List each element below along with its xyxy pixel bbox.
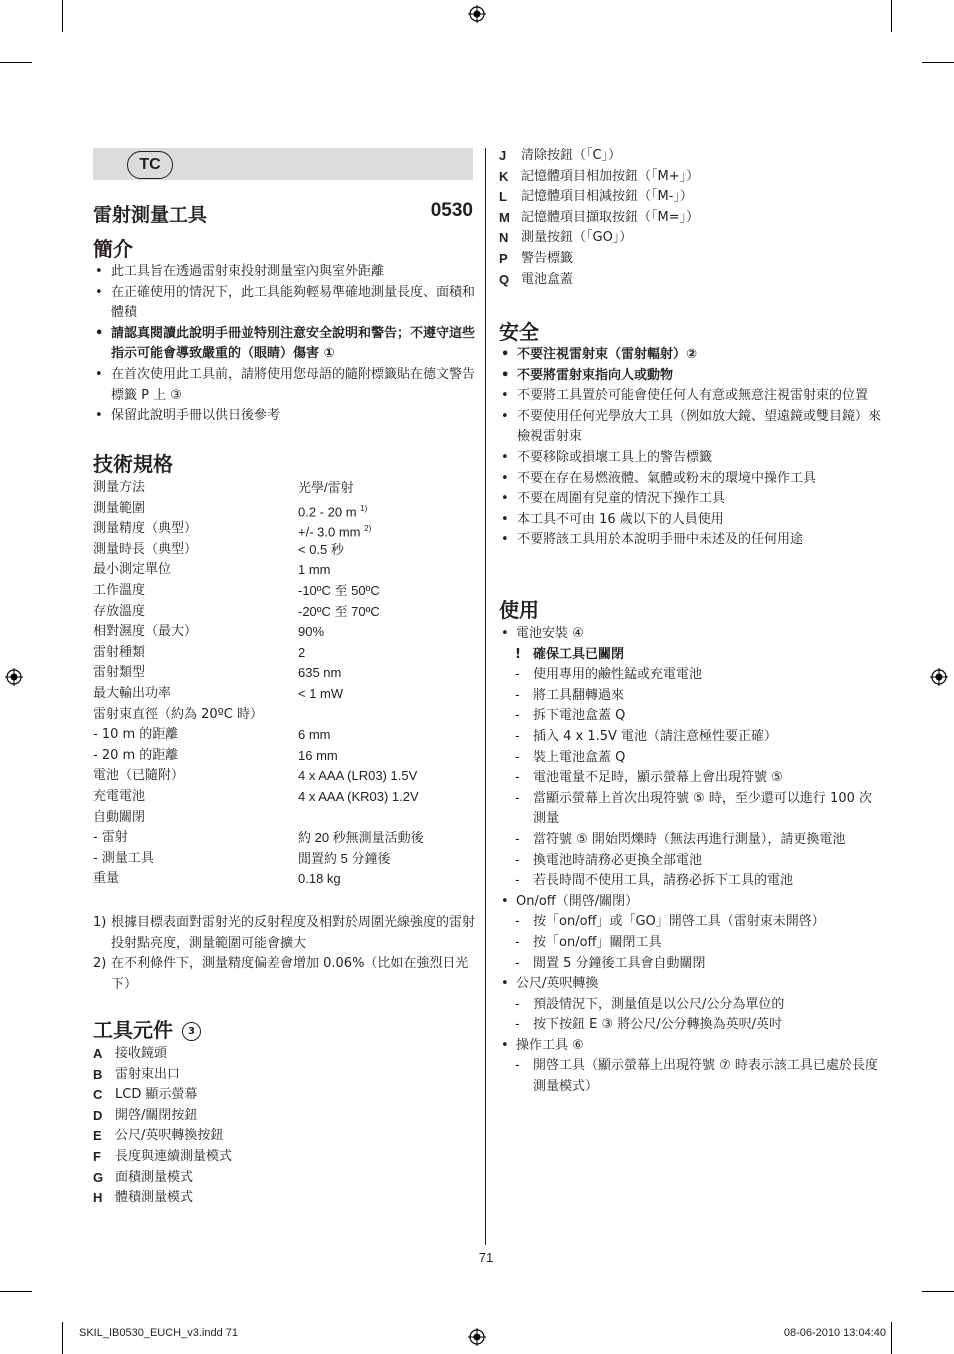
list-marker: - — [515, 770, 520, 786]
list-marker: - — [515, 1017, 520, 1033]
registration-mark-icon — [468, 5, 486, 23]
list-marker: - — [515, 749, 520, 765]
part-item — [93, 1147, 473, 1168]
crop-mark — [0, 1291, 32, 1292]
list-text: On/off（開啓/關閉） — [516, 893, 639, 909]
list-marker: - — [515, 996, 520, 1012]
list-item — [499, 727, 881, 748]
list-text: 使用專用的鹼性錳或充電電池 — [533, 667, 703, 683]
list-text: 按下按鈕 E ③ 將公尺/公分轉換為英呎/英吋 — [533, 1017, 783, 1033]
specs-heading: 技術規格 — [93, 452, 173, 476]
part-letter: C — [93, 1087, 103, 1103]
list-item — [499, 830, 881, 851]
list-text: 若長時間不使用工具，請務必拆下工具的電池 — [533, 873, 794, 889]
spec-value-text: 6 mm — [298, 727, 331, 743]
part-item — [499, 270, 881, 291]
spec-value-text: < 0.5 秒 — [298, 541, 344, 557]
list-item — [499, 686, 881, 707]
spec-value-text: 4 x AAA (LR03) 1.5V — [298, 768, 418, 784]
model-number: 0530 — [430, 200, 473, 221]
figure-ref: 3 — [182, 1022, 201, 1041]
spec-value — [298, 849, 390, 870]
spec-row — [93, 746, 473, 767]
part-label: 長度與連續測量模式 — [115, 1148, 233, 1164]
list-marker: - — [515, 914, 520, 930]
spec-row — [93, 828, 473, 849]
list-marker: - — [515, 667, 520, 683]
spec-value-text: 0.18 kg — [298, 871, 341, 887]
list-item: • 不要使用任何光學放大工具（例如放大鏡、望遠鏡或雙目鏡）來檢視雷射束 — [499, 407, 881, 448]
part-label: 記憶體項目擷取按鈕（「M=」） — [521, 209, 700, 225]
crop-mark — [62, 1322, 63, 1354]
spec-row — [93, 540, 473, 561]
part-label: 公尺/英呎轉換按鈕 — [115, 1128, 224, 1144]
crop-mark — [922, 1291, 954, 1292]
spec-label: 重量 — [93, 871, 120, 887]
list-text: 閒置 5 分鐘後工具會自動關閉 — [533, 955, 706, 971]
title-text: 雷射測量工具 — [93, 204, 208, 226]
list-text: 電池安裝 ④ — [516, 626, 584, 641]
spec-value-text: 0.2 - 20 m — [298, 503, 357, 519]
crop-mark — [891, 1322, 892, 1354]
list-item — [499, 1015, 881, 1036]
spec-label: - 10 m 的距離 — [93, 727, 179, 743]
intro-heading: 簡介 — [93, 237, 133, 261]
list-text: 確保工具已關閉 — [533, 646, 625, 662]
list-text: 按「on/off」關閉工具 — [533, 934, 662, 950]
list-text: 拆下電池盒蓋 Q — [533, 708, 626, 724]
list-marker: - — [515, 1058, 520, 1074]
page-number: 71 — [478, 1250, 494, 1265]
part-label: LCD 顯示螢幕 — [115, 1087, 198, 1103]
registration-mark-icon — [930, 668, 948, 686]
spec-row — [93, 849, 473, 870]
list-item — [499, 851, 881, 872]
language-badge: TC — [127, 151, 173, 179]
list-item — [499, 933, 881, 954]
spec-label: 工作溫度 — [93, 582, 146, 598]
spec-row — [93, 766, 473, 787]
list-marker: - — [515, 790, 520, 806]
spec-value-text: 閒置約 5 分鐘後 — [298, 850, 391, 866]
footnote-ref: 2) — [364, 524, 372, 534]
registration-mark-icon — [468, 1328, 486, 1346]
spec-value — [298, 540, 344, 561]
list-text: 公尺/英呎轉換 — [516, 976, 599, 992]
spec-row — [93, 705, 473, 726]
list-item — [499, 1036, 881, 1057]
list-marker: - — [515, 831, 520, 847]
part-letter: G — [93, 1169, 104, 1185]
crop-mark — [891, 0, 892, 32]
list-item — [499, 974, 881, 995]
list-item: • 不要在存在易燃液體、氣體或粉末的環境中操作工具 — [499, 469, 881, 490]
spec-row — [93, 869, 473, 890]
part-item — [93, 1168, 473, 1189]
spec-row — [93, 519, 473, 540]
part-label: 記憶體項目相減按鈕（「M-」） — [521, 189, 693, 205]
part-letter: E — [93, 1128, 102, 1144]
list-text: 電池電量不足時，顯示螢幕上會出現符號 ⑤ — [533, 770, 783, 786]
list-text: 按「on/off」或「GO」開啓工具（雷射束未開啓） — [533, 914, 825, 930]
list-text: 裝上電池盒蓋 Q — [533, 749, 626, 765]
list-marker: - — [515, 728, 520, 744]
safety-list — [499, 345, 881, 551]
part-label: 開啓/關閉按鈕 — [115, 1107, 198, 1123]
spec-label: 最小測定單位 — [93, 562, 172, 578]
list-item — [499, 912, 881, 933]
part-label: 測量按鈕（「GO」） — [521, 230, 633, 246]
spec-row — [93, 663, 473, 684]
spec-row — [93, 787, 473, 808]
list-item — [499, 645, 881, 666]
footnote: 2) 在不利條件下，測量精度偏差會增加 0.06%（比如在強烈日光下） — [93, 956, 469, 992]
list-item: • 請認真閱讀此說明手冊並特別注意安全說明和警告；不遵守這些指示可能會導致嚴重的（眼睛）傷害 ① — [93, 324, 475, 365]
spec-value — [298, 478, 354, 499]
footer-timestamp: 08-06-2010 13:04:40 — [783, 1327, 886, 1339]
spec-value-text: < 1 mW — [298, 685, 344, 701]
part-label: 電池盒蓋 — [521, 271, 574, 287]
spec-row — [93, 478, 473, 499]
list-marker: - — [515, 873, 520, 889]
part-label: 記憶體項目相加按鈕（「M+」） — [521, 168, 700, 184]
parts-list — [93, 1044, 473, 1209]
part-label: 警告標籤 — [521, 250, 574, 266]
part-item — [499, 146, 881, 167]
footnotes — [93, 913, 475, 995]
list-item — [499, 624, 881, 645]
spec-row — [93, 808, 473, 829]
part-item — [93, 1188, 473, 1209]
list-item — [499, 871, 881, 892]
part-letter: D — [93, 1107, 103, 1123]
list-text: 當顯示螢幕上首次出現符號 ⑤ 時，至少還可以進行 100 次測量 — [533, 790, 872, 827]
footnote-ref: 1) — [360, 503, 368, 513]
list-item: • 此工具旨在透過雷射束投射測量室內與室外距離 — [93, 262, 475, 283]
crop-mark — [62, 0, 63, 32]
spec-value-text: 1 mm — [298, 562, 331, 578]
part-item — [499, 187, 881, 208]
list-item: • 不要注視雷射束（雷射輻射）② — [499, 345, 881, 366]
part-letter: H — [93, 1190, 103, 1206]
spec-value-text: 635 nm — [298, 665, 342, 681]
spec-label: 相對濕度（最大） — [93, 624, 198, 640]
crop-mark — [922, 62, 954, 63]
safety-heading: 安全 — [499, 320, 539, 344]
intro-list — [93, 262, 475, 427]
spec-value — [298, 725, 331, 746]
spec-value — [298, 622, 324, 643]
spec-value — [298, 602, 380, 623]
part-letter: M — [499, 209, 510, 225]
part-letter: L — [499, 189, 507, 205]
spec-label: 測量範圍 — [93, 500, 146, 516]
list-item: • 不要將該工具用於本說明手冊中未述及的任何用途 — [499, 530, 881, 551]
spec-value — [298, 828, 424, 849]
spec-value-text: +/- 3.0 mm — [298, 524, 361, 540]
list-marker: ! — [515, 646, 521, 662]
use-list — [499, 624, 881, 1098]
spec-label: 雷射類型 — [93, 665, 146, 681]
list-item: • 不要在周圍有兒童的情況下操作工具 — [499, 489, 881, 510]
list-item: • 在正確使用的情況下，此工具能夠輕易準確地測量長度、面積和體積 — [93, 283, 475, 324]
spec-value — [298, 766, 417, 787]
spec-value-text: 約 20 秒無測量活動後 — [298, 830, 424, 846]
part-letter: F — [93, 1148, 101, 1164]
spec-label: 測量方法 — [93, 480, 146, 495]
part-item — [499, 249, 881, 270]
part-letter: Q — [499, 271, 510, 287]
list-text: 換電池時請務必更換全部電池 — [533, 852, 703, 868]
part-item — [93, 1126, 473, 1147]
part-label: 雷射束出口 — [115, 1066, 181, 1082]
list-item — [499, 768, 881, 789]
part-item — [93, 1044, 473, 1065]
spec-value — [298, 684, 343, 705]
product-title — [93, 200, 473, 227]
spec-value-text: 2 — [298, 644, 306, 660]
part-item — [499, 167, 881, 188]
list-marker: - — [515, 852, 520, 868]
spec-value-text: -20ºC 至 70ºC — [298, 603, 380, 619]
list-text: 將工具翻轉過來 — [533, 687, 625, 703]
list-item — [499, 789, 881, 830]
list-text: 開啓工具（顯示螢幕上出現符號 ⑦ 時表示該工具已處於長度測量模式） — [533, 1058, 878, 1095]
spec-value-text: 90% — [298, 624, 325, 640]
spec-label: 自動關閉 — [93, 809, 146, 825]
footer-file-info: SKIL_IB0530_EUCH_v3.indd 71 — [79, 1327, 238, 1339]
list-item — [499, 954, 881, 975]
part-letter: B — [93, 1066, 103, 1082]
spec-value-text: 4 x AAA (KR03) 1.2V — [298, 788, 419, 804]
part-letter: J — [499, 148, 507, 163]
spec-label: 雷射束直徑（約為 20ºC 時） — [93, 706, 264, 722]
part-label: 體積測量模式 — [115, 1190, 194, 1206]
list-item: • 本工具不可由 16 歲以下的人員使用 — [499, 510, 881, 531]
list-text: 操作工具 ⑥ — [516, 1037, 584, 1053]
spec-value-text: 16 mm — [298, 747, 338, 763]
spec-label: 測量精度（典型） — [93, 521, 198, 537]
list-item — [499, 1056, 881, 1097]
list-text: 插入 4 x 1.5V 電池（請注意極性要正確） — [533, 728, 778, 744]
registration-mark-icon — [5, 668, 23, 686]
list-item: • 不要將工具置於可能會使任何人有意或無意注視雷射束的位置 — [499, 386, 881, 407]
spec-value — [298, 746, 338, 767]
list-item — [499, 748, 881, 769]
list-marker: - — [515, 955, 520, 971]
spec-row — [93, 622, 473, 643]
parts-heading: 工具元件 3 — [93, 1014, 203, 1043]
part-item — [93, 1085, 473, 1106]
spec-label: 測量時長（典型） — [93, 541, 198, 557]
list-item: • 在首次使用此工具前，請將使用您母語的隨附標籤貼在德文警告標籤 P 上 ③ — [93, 365, 475, 406]
list-item: • 不要移除或損壞工具上的警告標籤 — [499, 448, 881, 469]
part-item — [499, 228, 881, 249]
list-item — [499, 706, 881, 727]
spec-row — [93, 602, 473, 623]
crop-mark — [0, 62, 32, 63]
part-item — [93, 1065, 473, 1086]
spec-value — [298, 663, 341, 684]
spec-row — [93, 684, 473, 705]
spec-label: 充電電池 — [93, 788, 146, 804]
spec-value — [298, 787, 419, 808]
spec-value — [298, 643, 305, 664]
footnote: 1) 根據目標表面對雷射光的反射程度及相對於周圍光線強度的雷射投射點亮度，測量範圍可能會擴大 — [93, 915, 476, 951]
list-marker: - — [515, 687, 520, 703]
list-item: • 保留此說明手冊以供日後參考 — [93, 406, 475, 427]
part-item — [499, 208, 881, 229]
list-marker: - — [515, 934, 520, 950]
list-marker: - — [515, 708, 520, 724]
specs-table — [93, 478, 473, 890]
language-bar — [93, 148, 473, 180]
spec-row — [93, 581, 473, 602]
parts-list — [499, 146, 881, 290]
column-divider — [485, 148, 486, 1245]
list-text: 預設情況下，測量值是以公尺/公分為單位的 — [533, 996, 785, 1012]
part-label: 接收鏡頭 — [115, 1046, 168, 1061]
use-heading: 使用 — [499, 598, 539, 622]
spec-label: - 20 m 的距離 — [93, 747, 179, 763]
spec-row — [93, 560, 473, 581]
part-letter: K — [499, 168, 509, 184]
spec-label: 存放溫度 — [93, 603, 146, 619]
part-label: 清除按鈕（「C」） — [521, 148, 622, 163]
spec-label: - 雷射 — [93, 830, 128, 846]
spec-row — [93, 725, 473, 746]
spec-row — [93, 643, 473, 664]
spec-value — [298, 869, 341, 890]
part-item — [93, 1106, 473, 1127]
spec-label: 電池（已隨附） — [93, 768, 185, 784]
part-letter: P — [499, 250, 508, 266]
list-text: 當符號 ⑤ 開始閃爍時（無法再進行測量），請更換電池 — [533, 831, 846, 847]
spec-label: 最大輸出功率 — [93, 685, 172, 701]
spec-value — [298, 560, 331, 581]
spec-label: - 測量工具 — [93, 850, 154, 866]
list-item — [499, 665, 881, 686]
spec-value-text: 光學/雷射 — [298, 480, 354, 495]
spec-row — [93, 499, 473, 520]
list-item — [499, 995, 881, 1016]
part-letter: N — [499, 230, 509, 246]
list-item — [499, 892, 881, 913]
spec-value — [298, 581, 380, 602]
list-item: • 不要將雷射束指向人或動物 — [499, 366, 881, 387]
part-label: 面積測量模式 — [115, 1169, 194, 1185]
part-letter: A — [93, 1046, 103, 1061]
spec-label: 雷射種類 — [93, 644, 146, 660]
spec-value-text: -10ºC 至 50ºC — [298, 582, 380, 598]
